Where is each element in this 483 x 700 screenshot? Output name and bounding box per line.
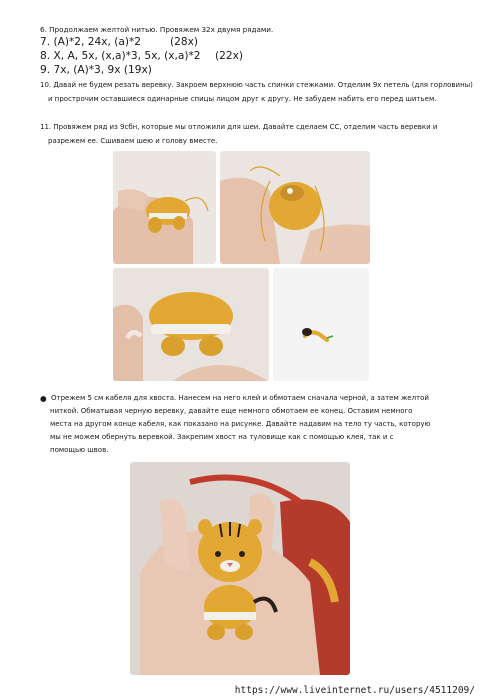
pattern-row-8-text: 8. X, A, 5x, (x,a)*3, 5x, (x,a)*2 [40,50,201,62]
pattern-row-8-count: (22x) [215,50,244,62]
photo-body-closeup [113,268,269,381]
photo-neck-sewing [220,151,370,264]
tail-line-2: ниткой. Обматывая черную веревку, давайте еще немного обмотаем ее конец. Оставим немного [50,407,413,415]
step-10-line-1: 10. Давай не будем резать веревку. Закроем верхнюю часть спинки стежками. Отделим 9х петель (для горловины) [40,81,473,89]
pattern-row-7-count: (28x) [170,36,199,48]
photo-finished-tiger [130,462,350,675]
tail-line-1: Отрежем 5 см кабеля для хвоста. Нанесем на него клей и обмотаем сначала черной, а затем желтой [51,394,429,402]
step-11-line-1: 11. Провяжем ряд из 9сбн, которые мы отложили для шеи. Давайте сделаем СС, отделим часть веревки и [40,123,438,131]
step-6-text: 6. Продолжаем желтой нитью. Провяжем 32х двумя рядами. [40,25,274,34]
photo-body-in-hand [113,151,216,264]
photo-tail-piece [273,268,369,381]
pattern-row-9-text: 9. 7x, (A)*3, 9x (19x) [40,64,152,76]
pattern-row-8 [40,50,244,63]
tail-line-4: мы не можем обернуть веревкой. Закрепим хвост на туловище как с помощью клея, так и с [50,433,394,441]
tail-bullet: ● [40,394,47,403]
tail-line-3: места на другом конце кабеля, как показано на рисунке. Давайте надавим на тело ту часть, которую [50,420,431,428]
pattern-row-9 [40,64,152,77]
source-watermark: https://www.liveinternet.ru/users/4511209/ [234,685,475,696]
step-10-line-2: и прострочим оставшиеся одинарные спицы лицом друг к другу. Не забудем набить его перед шитьем. [48,95,437,103]
tail-line-5: помощью швов. [50,446,109,454]
pattern-row-7 [40,36,199,49]
step-11-line-2: разрежем ее. Сшиваем шею и голову вместе. [48,137,218,145]
pattern-row-7-text: 7. (A)*2, 24x, (a)*2 [40,36,142,48]
